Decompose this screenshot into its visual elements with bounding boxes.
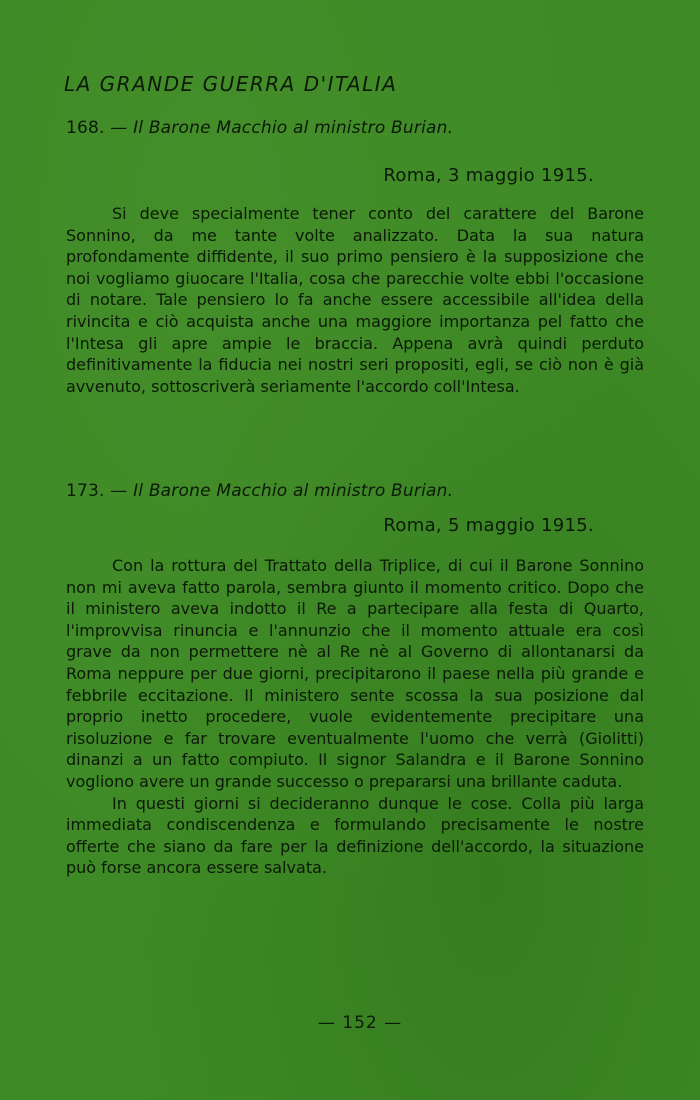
- document-heading-173: [66, 481, 453, 501]
- paragraph: In questi giorni si decideranno dunque le cose. Colla più larga immediata condiscendenza e formulando precisamente le nostre offerte che siano da fare per la definizione dell'accordo, la situazione può forse ancora essere salvata.: [66, 793, 644, 878]
- page-number: — 152 —: [317, 1013, 403, 1033]
- document-title: Il Barone Macchio al ministro Burian.: [133, 118, 454, 138]
- running-head: LA GRANDE GUERRA D'ITALIA: [64, 72, 398, 96]
- letter-body-173: [66, 555, 644, 879]
- paragraph: Con la rottura del Trattato della Triplice, di cui il Barone Sonnino non mi aveva fatto parola, sembra giunto il momento critico. Dopo che il ministero aveva indotto il Re a partecipare alla festa di Quarto, l'improvvisa rinuncia e l'annunzio che il momento attuale era così grave da non permettere nè al Re nè al Governo di allontanarsi da Roma neppure per due giorni, precipitarono il paese nella più grande e febbrile eccitazione. Il ministero sente scossa la sua posizione dal proprio inetto procedere, vuole evidentemente precipitare una risoluzione e far trovare eventualmente l'uomo che verrà (Giolitti) dinanzi a un fatto compiuto. Il signor Salandra e il Barone Sonnino vogliono avere un grande successo o prepararsi una brillante caduta.: [66, 556, 644, 791]
- document-number: 168. —: [66, 118, 128, 138]
- document-number: 173. —: [66, 481, 128, 501]
- letter-body-168: [66, 203, 644, 397]
- document-heading-168: [66, 118, 453, 138]
- dateline-168: Roma, 3 maggio 1915.: [383, 165, 594, 186]
- document-title: Il Barone Macchio al ministro Burian.: [133, 481, 454, 501]
- paragraph: Si deve specialmente tener conto del carattere del Barone Sonnino, da me tante volte analizzato. Data la sua natura profondamente diffidente, il suo primo pensiero è la supposizione che noi vogliamo giuocare l'Italia, cosa che parecchie volte ebbi l'occasione di notare. Tale pensiero lo fa anche essere accessibile all'idea della rivincita e ciò acquista anche una maggiore importanza pel fatto che l'Intesa gli apre ampie le braccia. Appena avrà quindi perduto definitivamente la fiducia nei nostri seri propositi, egli, se ciò non è già avvenuto, sottoscriverà seriamente l'accordo coll'Intesa.: [66, 204, 644, 396]
- dateline-173: Roma, 5 maggio 1915.: [383, 515, 594, 536]
